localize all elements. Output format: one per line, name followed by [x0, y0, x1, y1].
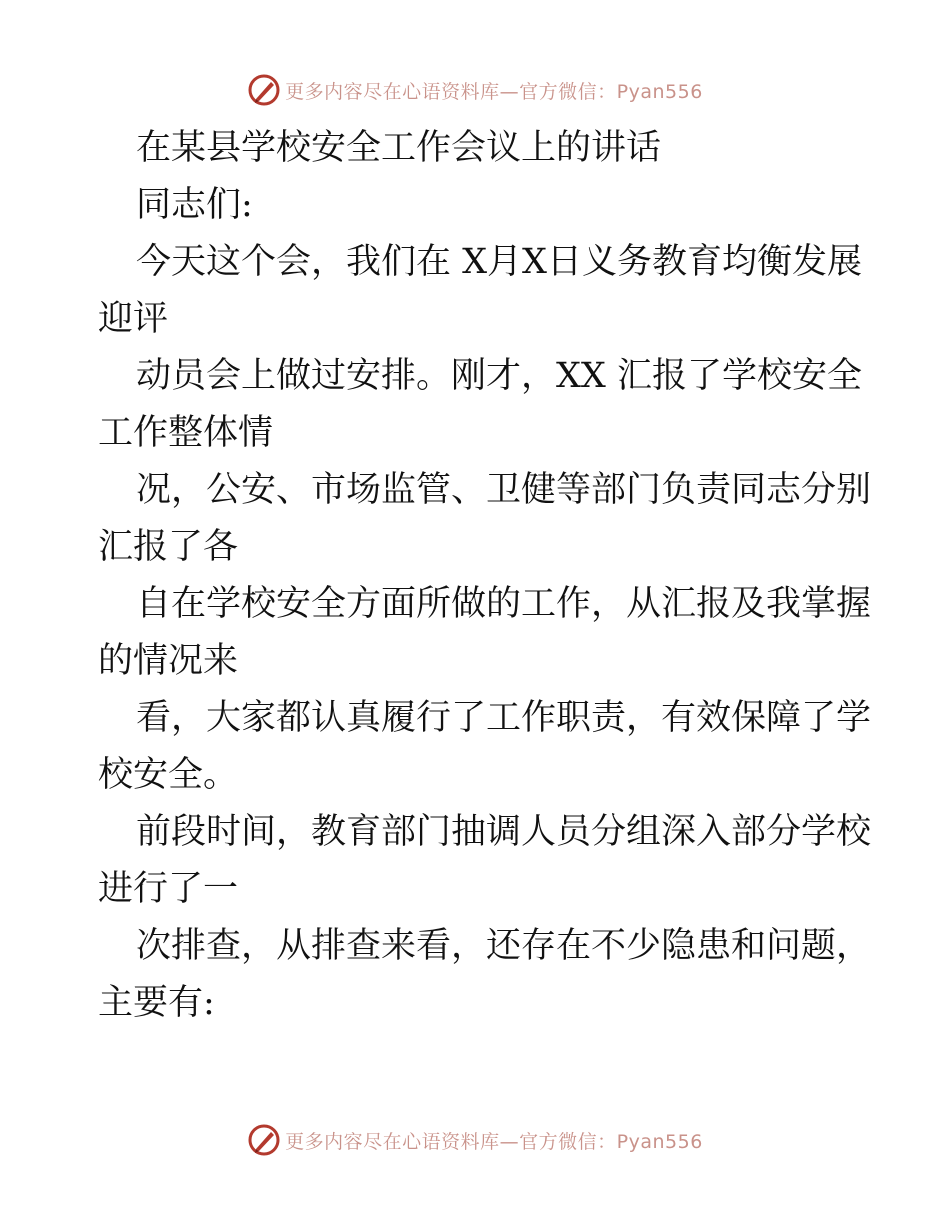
header-watermark-text: 更多内容尽在心语资料库—官方微信：Pyan556: [285, 80, 703, 103]
paragraph-line: 次排查，从排查来看，还存在不少隐患和问题，: [136, 926, 872, 966]
paragraph-line: 进行了一: [98, 869, 239, 909]
paragraph-line: 汇报了各: [98, 527, 239, 567]
pen-logo-icon: [247, 1123, 281, 1157]
paragraph-line: 自在学校安全方面所做的工作，从汇报及我掌握: [136, 584, 872, 624]
paragraph-line: 的情况来: [98, 641, 239, 681]
paragraph-line: 校安全。: [98, 755, 239, 795]
paragraph-line: 工作整体情: [98, 413, 274, 453]
header-watermark: [0, 70, 950, 110]
document-body: [98, 120, 872, 1032]
paragraph-line: 前段时间，教育部门抽调人员分组深入部分学校: [136, 812, 872, 852]
salutation: 同志们:: [136, 185, 253, 225]
paragraph-line: 况，公安、市场监管、卫健等部门负责同志分别: [136, 470, 872, 510]
paragraph-line: 迎评: [98, 299, 169, 339]
paragraph-line: 主要有:: [98, 983, 215, 1023]
footer-watermark: [0, 1120, 950, 1160]
pen-logo-icon: [247, 73, 281, 107]
paragraph-line: 看，大家都认真履行了工作职责，有效保障了学: [136, 698, 872, 738]
speech-title: 在某县学校安全工作会议上的讲话: [136, 128, 662, 168]
paragraph-line: 今天这个会，我们在 X月X日义务教育均衡发展: [136, 242, 862, 282]
paragraph-line: 动员会上做过安排。刚才，XX 汇报了学校安全: [136, 356, 862, 396]
footer-watermark-text: 更多内容尽在心语资料库—官方微信：Pyan556: [285, 1130, 703, 1153]
